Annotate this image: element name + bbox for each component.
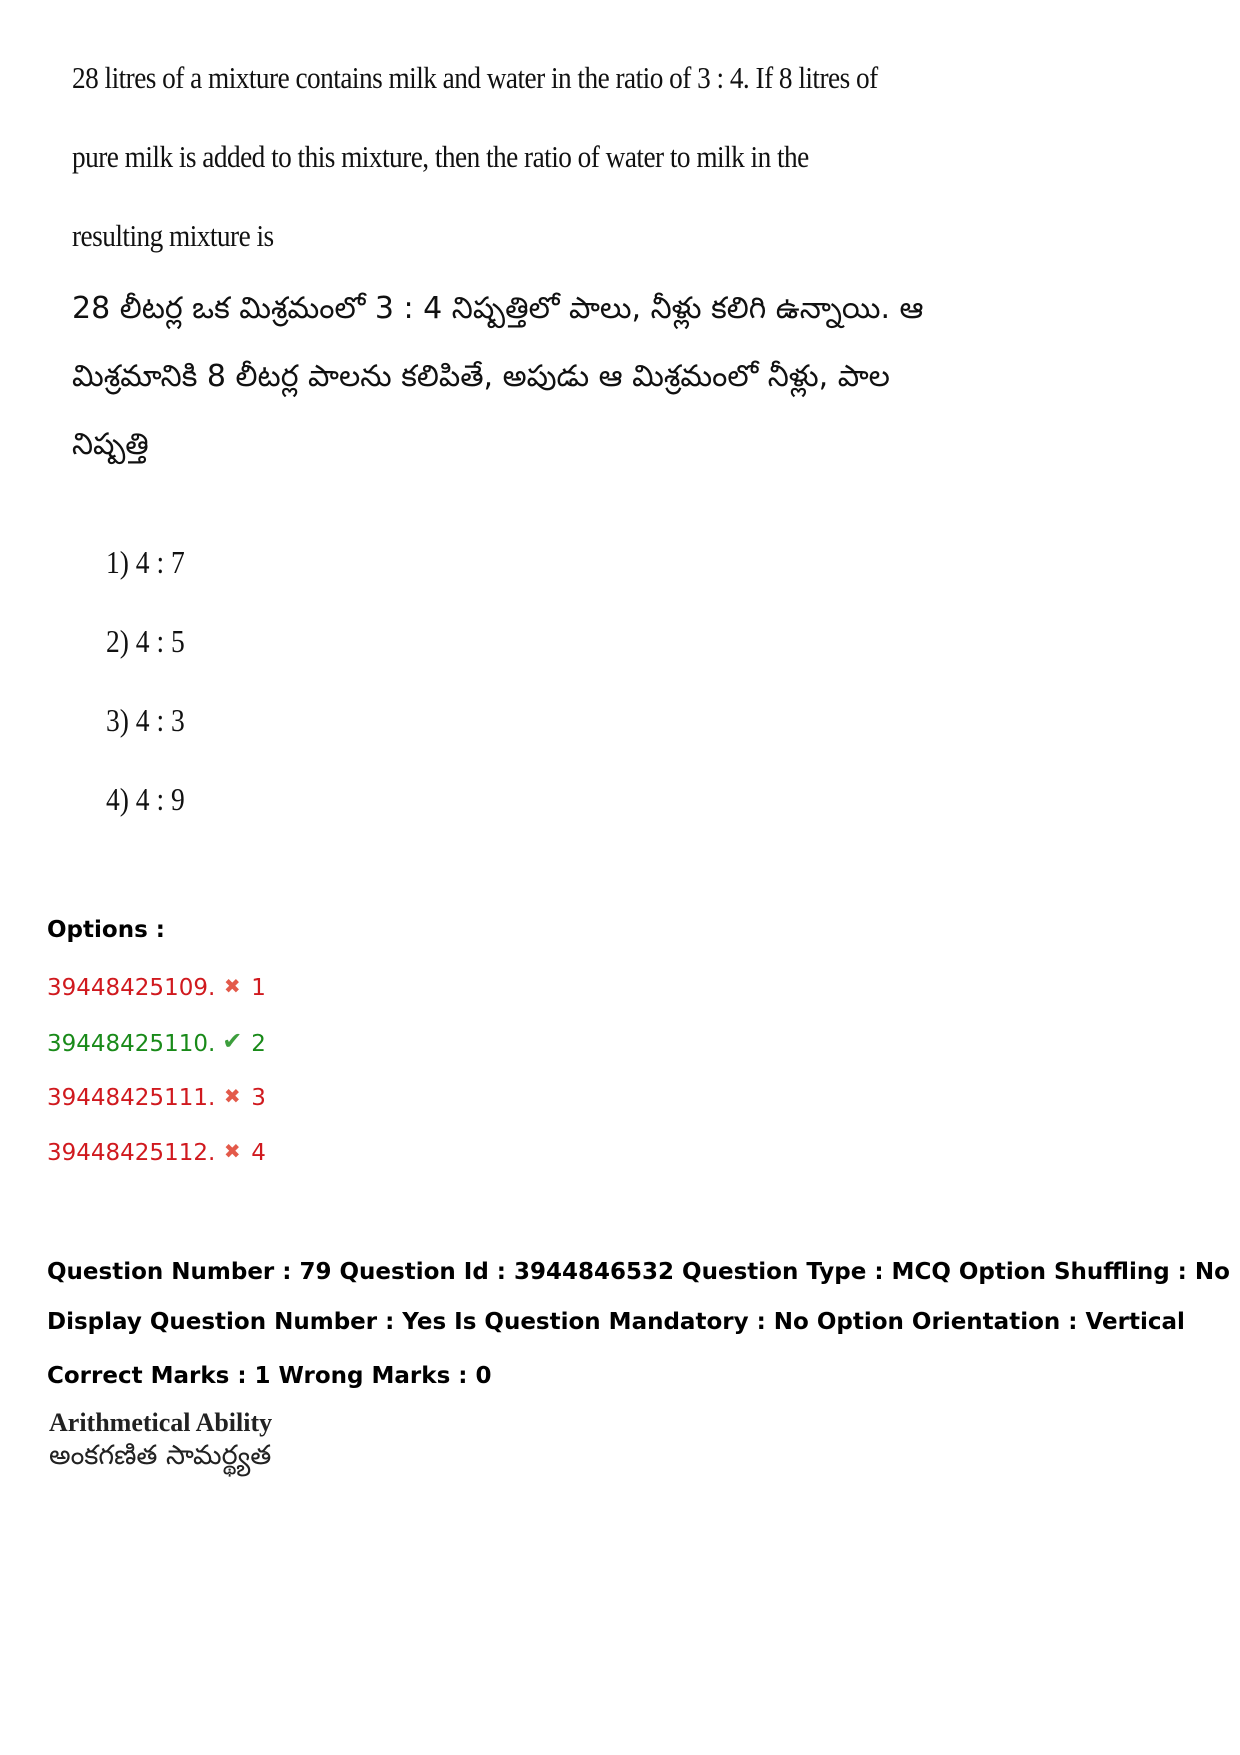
answer-choice: 1) 4 : 7 [106,544,185,580]
answer-choice: 3) 4 : 3 [106,702,185,738]
option-row [47,1133,266,1188]
option-label: 3 [251,1085,266,1111]
section-title-telugu: అంకగణిత సామర్థ్యత [49,1440,272,1471]
question-text-english [72,38,972,275]
option-row [47,968,266,1023]
question-line: pure milk is added to this mixture, then the ratio of water to milk in the [72,139,809,174]
option-id: 39448425111. [47,1085,216,1111]
metadata-line: Question Number : 79 Question Id : 3944846532 Question Type : MCQ Option Shuffling : No [47,1259,1230,1285]
option-id: 39448425112. [47,1140,216,1166]
options-title: Options : [47,917,165,943]
options-section [47,912,266,1188]
option-id: 39448425109. [47,975,216,1001]
option-id: 39448425110. [47,1031,216,1057]
question-line-telugu: 28 లీటర్ల ఒక మిశ్రమంలో 3 : 4 నిష్పత్తిలో పాలు, నీళ్లు కలిగి ఉన్నాయి. ఆ [72,291,924,326]
metadata-line: Display Question Number : Yes Is Question Mandatory : No Option Orientation : Vertical [47,1309,1185,1335]
question-text-telugu [72,275,972,479]
cross-icon: ✖ [223,1139,241,1163]
metadata-line: Correct Marks : 1 Wrong Marks : 0 [47,1363,492,1389]
cross-icon: ✖ [223,1084,241,1108]
option-label: 2 [251,1031,266,1057]
option-row [47,1078,266,1133]
cross-icon: ✖ [223,974,241,998]
question-image [72,38,972,479]
answer-choice: 4) 4 : 9 [106,781,185,817]
question-line-telugu: నిష్పత్తి [72,427,149,462]
question-line: 28 litres of a mixture contains milk and water in the ratio of 3 : 4. If 8 litres of [72,60,878,95]
answer-choice: 2) 4 : 5 [106,623,185,659]
option-label: 1 [251,975,266,1001]
question-line-telugu: మిశ్రమానికి 8 లీటర్ల పాలను కలిపితే, అపుడు ఆ మిశ్రమంలో నీళ్లు, పాల [72,359,890,394]
question-metadata [47,1254,1230,1408]
question-line: resulting mixture is [72,218,274,253]
check-icon: ✔ [222,1027,243,1055]
option-label: 4 [251,1140,266,1166]
section-title-english: Arithmetical Ability [49,1408,273,1437]
option-row [47,1023,266,1078]
answer-choices [106,530,185,846]
